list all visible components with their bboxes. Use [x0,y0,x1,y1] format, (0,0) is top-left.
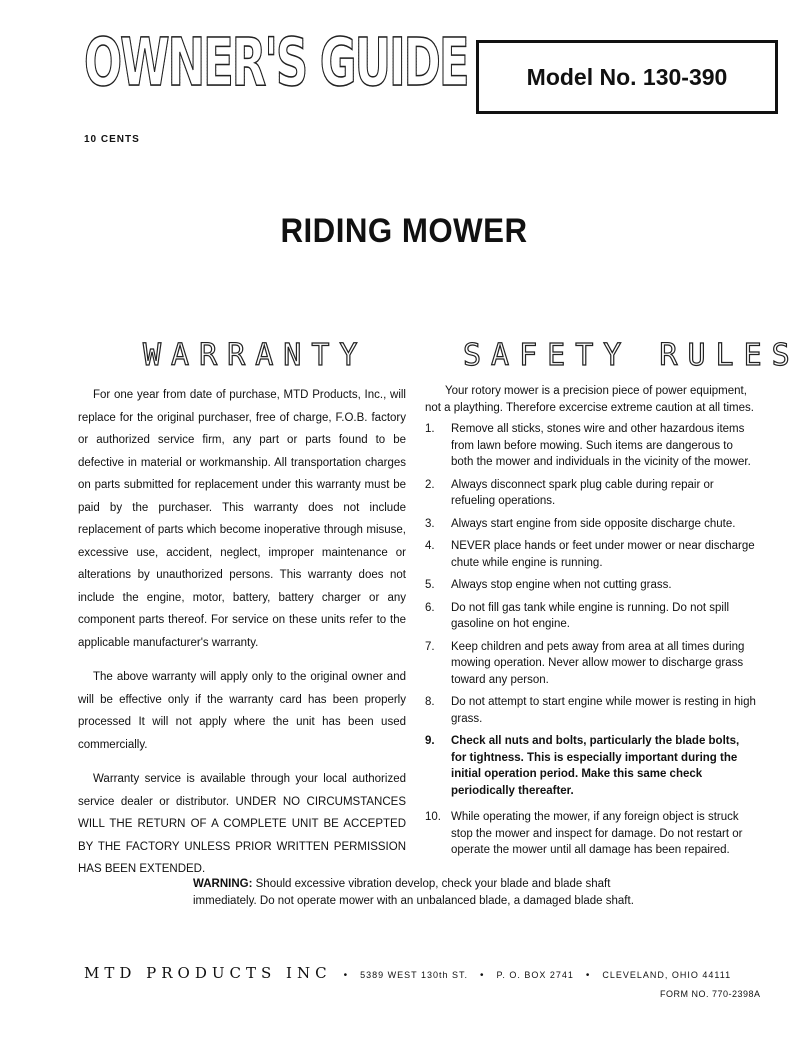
rule-number: 10. [425,811,441,823]
safety-heading: SAFETY RULES [463,338,800,373]
rule-number: 7. [425,640,435,653]
safety-rules-list [425,421,757,859]
rule-number: 5. [425,579,435,591]
safety-rule-3 [425,516,757,533]
price-label: 10 CENTS [84,134,140,145]
model-number: Model No. 130-390 [526,63,728,90]
rule-text: Keep children and pets away from area at all times during mowing operation. Never allow mower to discharge grass toward any person. [451,640,745,686]
street-address: 5389 WEST 130th ST. [360,970,468,980]
safety-rule-5 [425,577,757,594]
warranty-heading: WARRANTY [143,338,368,373]
safety-rule-10 [425,809,757,859]
warning-notice [193,876,663,910]
rule-number: 3. [425,517,435,530]
footer-address [84,964,768,982]
rule-number: 2. [425,478,435,491]
safety-rule-4 [425,538,757,571]
model-number-box [476,40,778,114]
safety-intro: Your rotory mower is a precision piece of power equipment, not a plaything. Therefore excercise extreme caution at all times. [425,385,754,414]
rule-number: 8. [425,696,435,708]
safety-rule-2 [425,477,757,510]
rule-text: Always stop engine when not cutting grass. [451,579,672,591]
company-name: MTD PRODUCTS INC [84,964,332,982]
document-title: RIDING MOWER [280,212,528,250]
warranty-paragraph-3: Warranty service is available through your local authorized service dealer or distributor. UNDER NO CIRCUMSTANCES WILL THE RETURN OF A COMPLETE UNIT BE ACCEPTED BY THE FACTORY UNLESS PRIOR WRITTEN PERMISSION HAS BEEN EXTENDED. [78,773,406,875]
warning-text: Should excessive vibration develop, check your blade and blade shaft immediately. Do not operate mower with an unbalanced blade, a damaged blade shaft. [193,878,634,907]
owners-guide-title: OWNER'S GUIDE [84,24,468,101]
separator-bullet: • [585,970,591,981]
po-box: P. O. BOX 2741 [496,970,574,980]
rule-text: Check all nuts and bolts, particularly the blade bolts, for tightness. This is especially important during the initial operation period. Make this same check periodically thereafter. [451,735,740,797]
warning-label: WARNING: [193,878,253,890]
rule-text: Do not fill gas tank while engine is running. Do not spill gasoline on hot engine. [451,601,730,630]
safety-section [425,338,800,865]
rule-number: 4. [425,540,435,552]
safety-rule-8 [425,694,757,727]
rule-text: Remove all sticks, stones wire and other hazardous items from lawn before mowing. Such items are dangerous to both the mower and individuals in the vicinity of the mower. [451,423,751,468]
warranty-section [78,338,406,881]
safety-rule-9 [425,733,757,799]
separator-bullet: • [479,970,485,981]
safety-rule-6 [425,600,757,633]
rule-number: 1. [425,423,435,435]
warranty-paragraph-2: The above warranty will apply only to the original owner and will be effective only if the warranty card has been properly processed It will not apply where the unit has been used commercially. [78,671,406,751]
rule-number: 6. [425,601,435,614]
separator-bullet: • [343,970,349,981]
rule-text: Always start engine from side opposite discharge chute. [451,517,736,530]
rule-text: While operating the mower, if any foreign object is struck stop the mower and inspect for damage. Do not restart or operate the mower until all damage has been repaired. [451,811,743,856]
safety-rule-7 [425,639,757,689]
city-state-zip: CLEVELAND, OHIO 44111 [602,970,732,980]
rule-number: 9. [425,735,435,747]
rule-text: Do not attempt to start engine while mower is resting in high grass. [451,696,756,725]
rule-text: Always disconnect spark plug cable during repair or refueling operations. [451,478,714,507]
safety-rule-1 [425,421,757,471]
warranty-paragraph-1: For one year from date of purchase, MTD Products, Inc., will replace for the original purchaser, free of charge, F.O.B. factory or authorized service firm, any part or parts found to be defective in material or workmanship. All transportation charges on parts submitted for replacement under this warranty must be paid by the purchaser. This warranty does not include replacement of parts which become inoperative through misuse, excessive use, accident, neglect, improper maintenance or alterations by unauthorized persons. This warranty does not include the engine, motor, battery, battery charger or any component parts thereof. For service on these units refer to the applicable manufacturer's warranty. [78,389,406,649]
rule-text: NEVER place hands or feet under mower or near discharge chute while engine is running. [451,540,755,569]
form-number: FORM NO. 770-2398A [660,989,761,999]
